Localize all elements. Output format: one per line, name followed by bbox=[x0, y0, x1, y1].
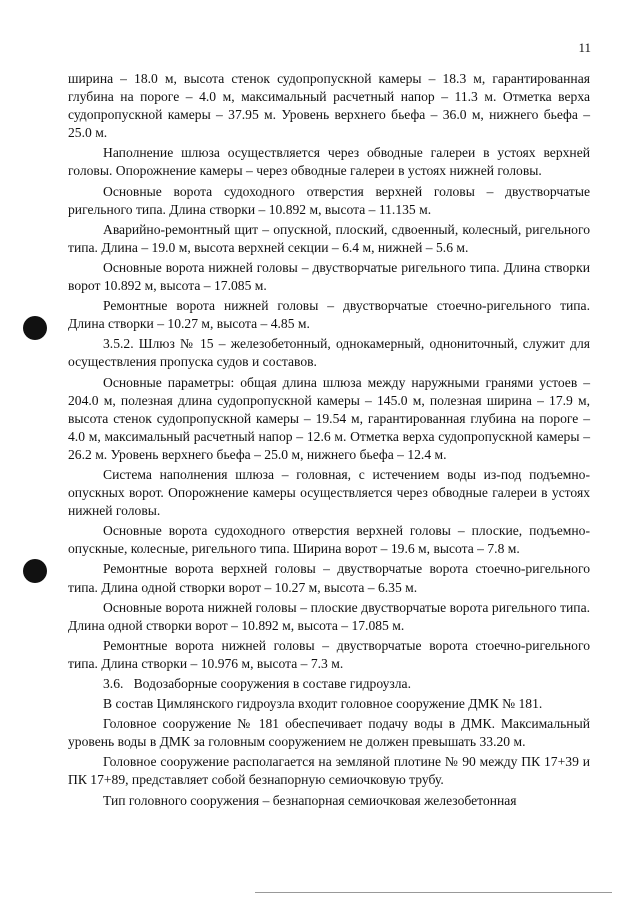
paragraph: Ремонтные ворота верхней головы – двустворчатые ворота стоечно-ригельного типа. Длина одной створки ворот – 10.27 м, высота – 6.35 м. bbox=[68, 561, 590, 595]
paragraph: Основные ворота нижней головы – плоские двустворчатые ворота ригельного типа. Длина одной створки ворот – 10.892 м, высота – 17.085 м. bbox=[68, 599, 590, 633]
paragraph: Ремонтные ворота нижней головы – двустворчатые ворота стоечно-ригельного типа. Длина створки – 10.976 м, высота – 7.3 м. bbox=[68, 637, 590, 671]
section-heading: 3.5.2. Шлюз № 15 – железобетонный, однокамерный, однониточный, служит для осуществления пропуска судов и составов. bbox=[68, 336, 590, 370]
document-body bbox=[68, 70, 590, 812]
paragraph: Аварийно-ремонтный щит – опускной, плоский, сдвоенный, колесный, ригельного типа. Длина – 19.0 м, высота верхней секции – 6.4 м, нижней – 5.6 м. bbox=[68, 221, 590, 255]
paragraph: Головное сооружение № 181 обеспечивает подачу воды в ДМК. Максимальный уровень воды в ДМК за головным сооружением не должен превышать 33.20 м. bbox=[68, 716, 590, 750]
page-number: 11 bbox=[578, 40, 591, 55]
bottom-edge-line bbox=[255, 892, 612, 893]
paragraph: Головное сооружение располагается на земляной плотине № 90 между ПК 17+39 и ПК 17+89, представляет собой безнапорную семиочковую трубу. bbox=[68, 754, 590, 788]
paragraph: Основные ворота судоходного отверстия верхней головы – двустворчатые ригельного типа. Длина створки – 10.892 м, высота – 11.135 м. bbox=[68, 183, 590, 217]
paragraph: Основные параметры: общая длина шлюза между наружными гранями устоев – 204.0 м, полезная длина судопропускной камеры – 145.0 м, полезная ширина – 17.9 м, высота стенок судопропускной камеры – 19.54 м, гарантированная глубина на пороге – 4.0 м, максимальный расчетный напор – 12.6 м. Отметка верха судопропускной камеры – 26.2 м. Уровень верхнего бьефа – 25.0 м, нижнего бьефа – 12.4 м. bbox=[68, 374, 590, 462]
paragraph: Наполнение шлюза осуществляется через обводные галереи в устоях верхней головы. Опорожнение камеры – через обводные галереи в устоях нижней головы. bbox=[68, 145, 590, 179]
paragraph: В состав Цимлянского гидроузла входит головное сооружение ДМК № 181. bbox=[103, 696, 543, 712]
paragraph: Тип головного сооружения – безнапорная семиочковая железобетонная bbox=[103, 792, 517, 808]
punch-hole-mark bbox=[23, 559, 47, 583]
paragraph: Система наполнения шлюза – головная, с истечением воды из-под подъемно-опускных ворот. Опорожнение камеры осуществляется через обводные галереи в устоях нижней головы. bbox=[68, 466, 590, 519]
section-heading: 3.6. Водозаборные сооружения в составе гидроузла. bbox=[103, 676, 411, 691]
paragraph: ширина – 18.0 м, высота стенок судопропускной камеры – 18.3 м, гарантированная глубина на пороге – 4.0 м, максимальный расчетный напор – 11.3 м. Отметка верха судопропускной камеры – 37.95 м. Уровень верхнего бьефа – 36.0 м, нижнего бьефа – 25.0 м. bbox=[68, 71, 590, 141]
punch-hole-mark bbox=[23, 316, 47, 340]
paragraph: Ремонтные ворота нижней головы – двустворчатые стоечно-ригельного типа. Длина створки – 10.27 м, высота – 4.85 м. bbox=[68, 298, 590, 332]
paragraph: Основные ворота судоходного отверстия верхней головы – плоские, подъемно-опускные, колесные, ригельного типа. Ширина ворот – 19.6 м, высота – 7.8 м. bbox=[68, 523, 590, 557]
paragraph: Основные ворота нижней головы – двустворчатые ригельного типа. Длина створки ворот 10.892 м, высота – 17.085 м. bbox=[68, 259, 590, 294]
